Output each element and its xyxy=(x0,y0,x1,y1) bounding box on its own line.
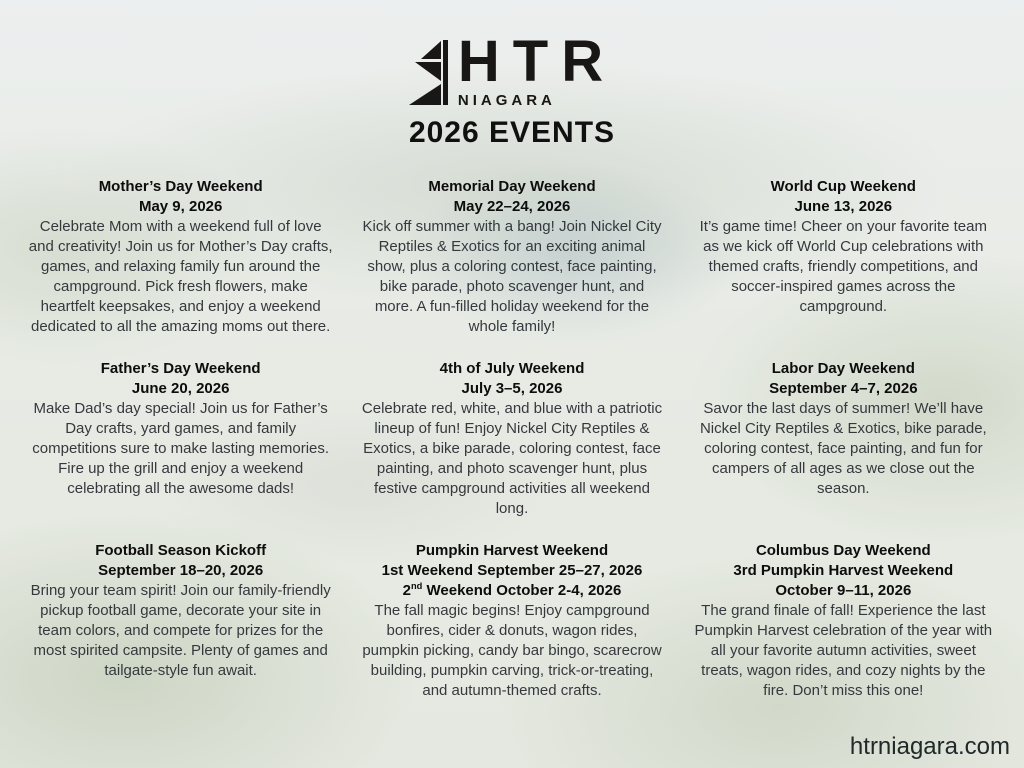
event-description: Bring your team spirit! Join our family-friendly pickup football game, decorate your site in team colors, and compete for prizes for the most spirited campsite. Plenty of games and tailgate-style fun await. xyxy=(30,582,331,679)
ordinal-number: 2 xyxy=(402,582,411,599)
event-title: World Cup Weekend xyxy=(770,178,916,195)
events-grid xyxy=(28,177,996,701)
event-title: Columbus Day Weekend xyxy=(755,542,931,559)
event-title: Labor Day Weekend xyxy=(771,360,915,377)
logo-subtitle: NIAGARA xyxy=(457,92,556,109)
event-date: May 22–24, 2026 xyxy=(453,198,571,215)
event-title: Father’s Day Weekend xyxy=(100,360,261,377)
event-date: September 18–20, 2026 xyxy=(98,562,264,579)
event-card-4th-of-july xyxy=(359,359,664,519)
event-description: Make Dad’s day special! Join us for Father’s Day crafts, yard games, and family competitions sure to make lasting memories. Fire up the grill and enjoy a weekend celebrating all the awesome dads! xyxy=(32,400,330,497)
event-description: Celebrate Mom with a weekend full of love and creativity! Join us for Mother’s Day crafts, games, and relaxing family fun around the campground. Pick fresh flowers, make heartfelt keepsakes, and enjoy a weekend dedicated to all the amazing moms out there. xyxy=(28,218,333,335)
date-rest: Weekend October 2-4, 2026 xyxy=(422,582,622,599)
event-date: May 9, 2026 xyxy=(138,198,223,215)
event-description: The grand finale of fall! Experience the last Pumpkin Harvest celebration of the year with all your favorite autumn activities, sweet treats, wagon rides, and cozy nights by the fire. Don’t miss this one! xyxy=(694,602,993,699)
event-description: The fall magic begins! Enjoy campground bonfires, cider & donuts, wagon rides, pumpkin picking, candy bar bingo, scarecrow building, pumpkin carving, trick-or-treating, and autumn-themed crafts. xyxy=(362,602,662,699)
event-description: It’s game time! Cheer on your favorite team as we kick off World Cup celebrations with themed crafts, friendly competitions, and soccer-inspired games across the campground. xyxy=(699,218,987,315)
event-card-memorial-day xyxy=(359,177,664,337)
event-description: Kick off summer with a bang! Join Nickel City Reptiles & Exotics for an exciting animal show, plus a coloring contest, face painting, bike parade, photo scavenger hunt, and more. A fun-filled holiday weekend for the whole family! xyxy=(362,218,662,335)
event-description: Celebrate red, white, and blue with a patriotic lineup of fun! Enjoy Nickel City Reptiles & Exotics, a bike parade, coloring contest, face painting, and photo scavenger hunt, plus festive campground activities all weekend long. xyxy=(361,400,663,517)
event-title: Pumpkin Harvest Weekend xyxy=(415,542,609,559)
event-title: Memorial Day Weekend xyxy=(428,178,596,195)
event-date-weekend-2 xyxy=(359,581,664,601)
logo-text xyxy=(457,29,617,109)
event-card-world-cup xyxy=(691,177,996,337)
event-card-football-kickoff xyxy=(28,541,333,701)
event-subtitle: 3rd Pumpkin Harvest Weekend xyxy=(733,562,954,579)
event-title: Football Season Kickoff xyxy=(95,542,267,559)
website-url: htrniagara.com xyxy=(849,733,1010,760)
logo-brand: HTR xyxy=(457,29,617,94)
event-title: 4th of July Weekend xyxy=(439,360,585,377)
event-date: October 9–11, 2026 xyxy=(775,582,912,599)
logo xyxy=(0,29,1024,109)
event-date: June 20, 2026 xyxy=(131,380,230,397)
pine-tree-icon xyxy=(408,40,448,106)
event-card-fathers-day xyxy=(28,359,333,519)
event-date-weekend-1: 1st Weekend September 25–27, 2026 xyxy=(381,562,643,579)
event-description: Savor the last days of summer! We’ll have Nickel City Reptiles & Exotics, bike parade, coloring contest, face painting, and fun for campers of all ages as we close out the season. xyxy=(699,400,987,497)
event-card-columbus-day xyxy=(691,541,996,701)
event-date: September 4–7, 2026 xyxy=(769,380,918,397)
event-card-mothers-day xyxy=(28,177,333,337)
event-card-pumpkin-harvest xyxy=(359,541,664,701)
event-title: Mother’s Day Weekend xyxy=(98,178,263,195)
event-date: June 13, 2026 xyxy=(794,198,893,215)
ordinal-suffix: nd xyxy=(410,581,423,591)
event-card-labor-day xyxy=(691,359,996,519)
event-date: July 3–5, 2026 xyxy=(461,380,563,397)
page-title: 2026 EVENTS xyxy=(408,116,616,149)
